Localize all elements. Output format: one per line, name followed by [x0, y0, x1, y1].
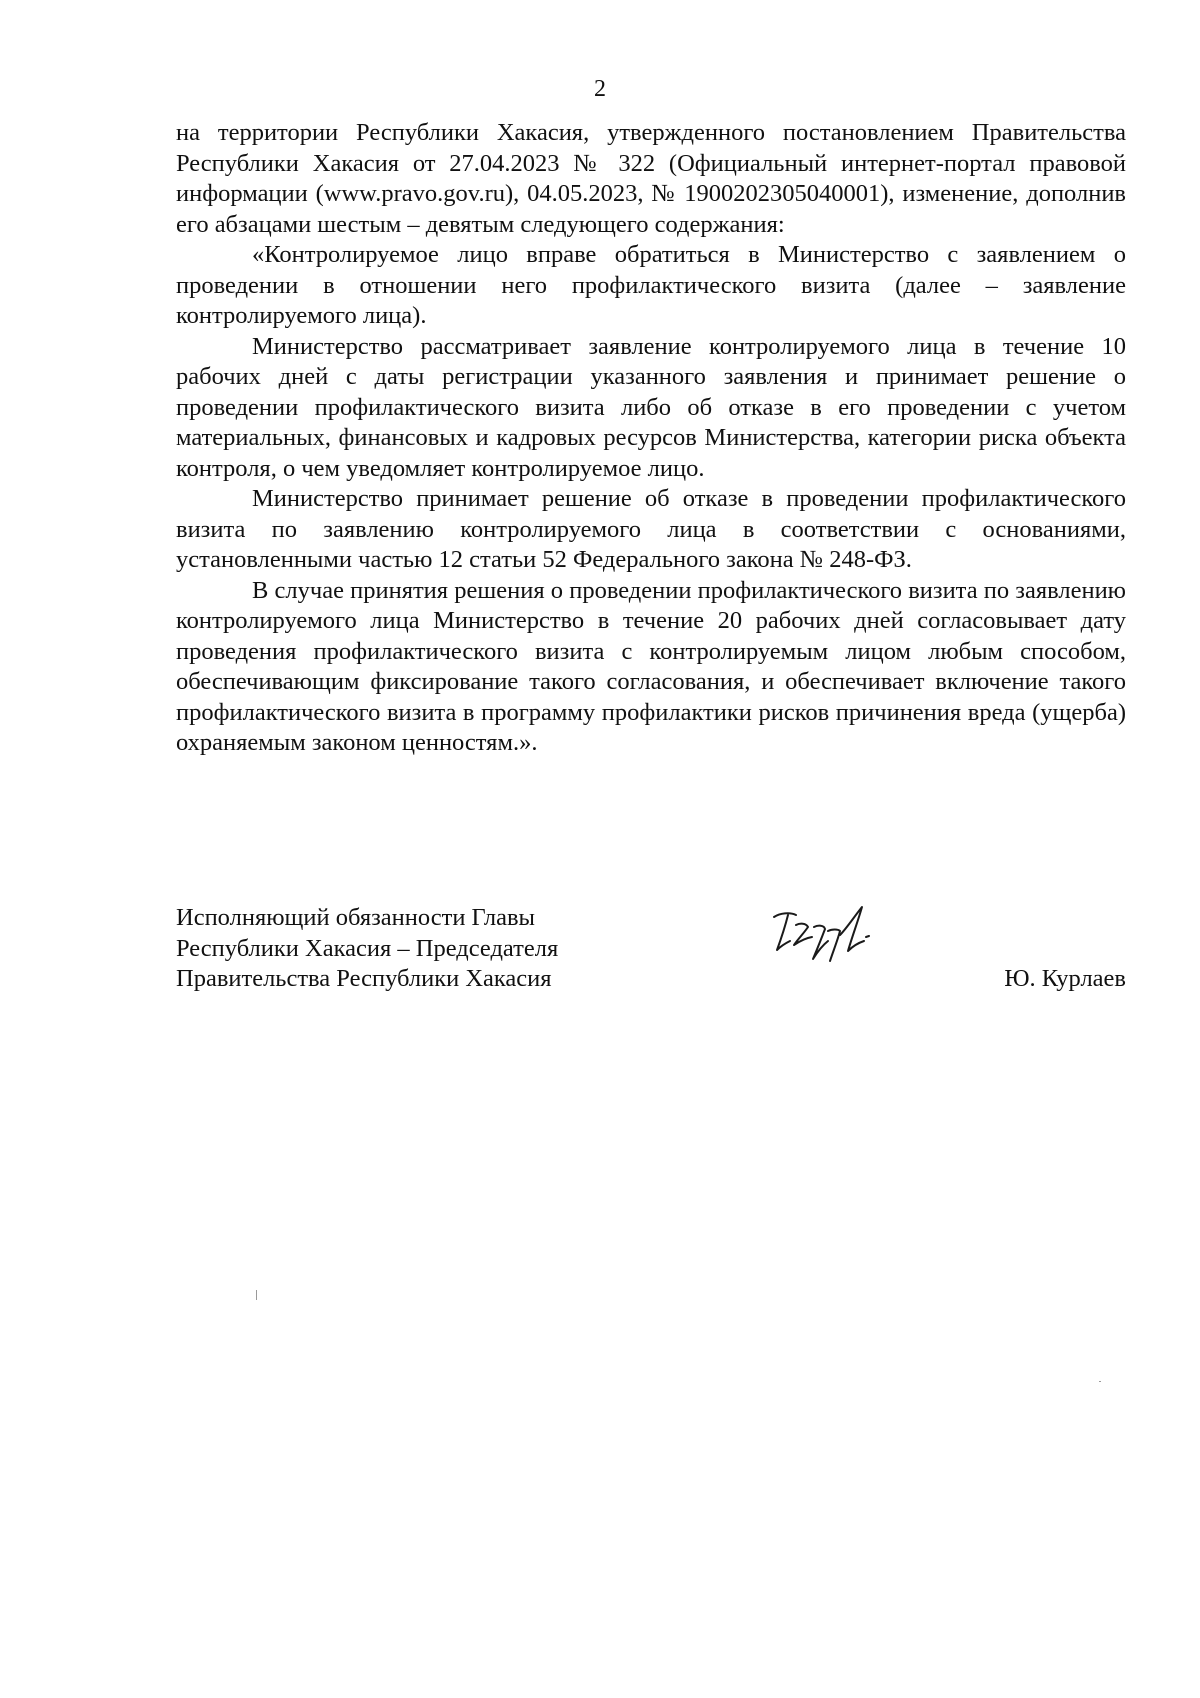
signatory-title	[176, 903, 616, 995]
paragraph-intro: на территории Республики Хакасия, утвержденного постановлением Правительства Республики Хакасия от 27.04.2023 № 322 (Официальный интернет-портал правовой информации (www.pravo.gov.ru), 04.05.2023, № 1900202305040001), изменение, дополнив его абзацами шестым – девятым следующего содержания:	[176, 119, 1126, 238]
paragraph-review-period: Министерство рассматривает заявление контролируемого лица в течение 10 рабочих дней с даты регистрации указанного заявления и принимает решение о проведении профилактического визита либо об отказе в его проведении с учетом материальных, финансовых и кадровых ресурсов Министерства, категории риска объекта контроля, о чем уведомляет контролируемое лицо.	[176, 332, 1126, 482]
signatory-title-line: Республики Хакасия – Председателя	[176, 934, 559, 962]
document-body	[176, 118, 1126, 759]
signatory-title-line: Правительства Республики Хакасия	[176, 965, 552, 992]
paragraph-scheduling: В случае принятия решения о проведении профилактического визита по заявлению контролируемого лица Министерство в течение 20 рабочих дней согласовывает дату проведения профилактического визита с контролируемым лицом любым способом, обеспечивающим фиксирование такого согласования, и обеспечивает включение такого профилактического визита в программу профилактики рисков причинения вреда (ущерба) охраняемым законом ценностям.».	[176, 576, 1126, 756]
scan-speck	[256, 1290, 257, 1300]
signatory-title-line: Исполняющий обязанности Главы	[176, 904, 536, 931]
page-number: 2	[594, 76, 606, 102]
signature-block	[176, 903, 1126, 1013]
scan-speck	[1099, 1381, 1101, 1382]
paragraph-application-right: «Контролируемое лицо вправе обратиться в Министерство с заявлением о проведении в отношении него профилактического визита (далее – заявление контролируемого лица).	[176, 241, 1126, 329]
signatory-name: Ю. Курлаев	[1004, 965, 1126, 992]
paragraph-refusal: Министерство принимает решение об отказе в проведении профилактического визита по заявлению контролируемого лица в соответствии с основаниями, установленными частью 12 статьи 52 Федерального закона № 248-ФЗ.	[176, 485, 1126, 573]
handwritten-signature	[766, 903, 896, 978]
